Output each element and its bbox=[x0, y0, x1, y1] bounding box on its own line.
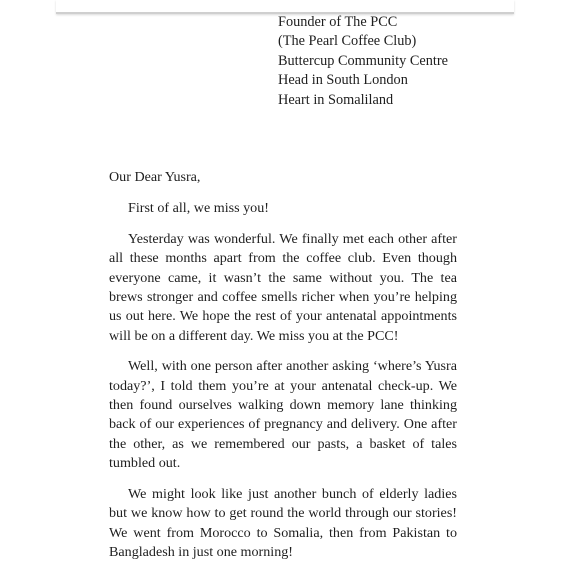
sender-address-block bbox=[278, 13, 448, 110]
address-line: (The Pearl Coffee Club) bbox=[278, 33, 417, 50]
address-line: Founder of The PCC bbox=[278, 14, 398, 30]
salutation: Our Dear Yusra, bbox=[109, 169, 201, 185]
address-line: Head in South London bbox=[278, 72, 408, 89]
address-line: Buttercup Community Centre bbox=[278, 52, 448, 69]
page-top-edge bbox=[56, 0, 514, 14]
letter-body bbox=[109, 168, 457, 571]
address-line: Heart in Somaliland bbox=[278, 91, 394, 108]
paragraph: Yesterday was wonderful. We finally met each other after all these months apart from the coffee club. Even though everyone came, it wasn’t the same without you. The tea brews stronger and coffee smells richer when you’re helping us out here. We hope the rest of your antenatal appointments will be on a different day. We miss you at the PCC! bbox=[109, 230, 457, 344]
paragraph: We might look like just another bunch of elderly ladies but we know how to get round the world through our stories! We went from Morocco to Somalia, then from Pakistan to Bangladesh in just one morning! bbox=[109, 485, 457, 560]
paragraph: First of all, we miss you! bbox=[128, 200, 269, 217]
paragraph: Well, with one person after another asking ‘where’s Yusra today?’, I told them you’re at your antenatal check-up. We then found ourselves walking down memory lane thinking back of our experiences of pregnancy and delivery. One after the other, as we remembered our pasts, a basket of tales tumbled out. bbox=[109, 358, 457, 472]
